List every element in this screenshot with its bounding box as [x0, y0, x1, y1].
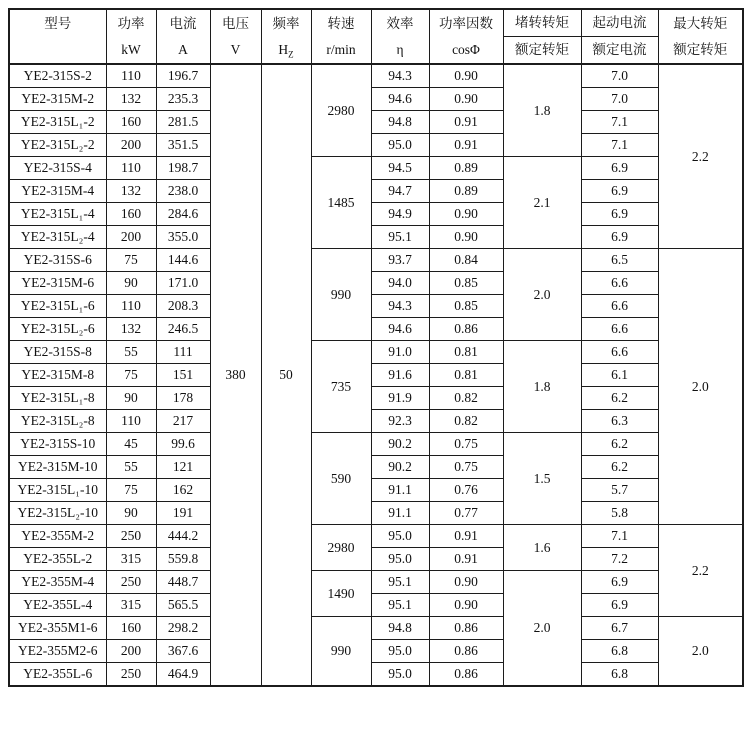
- cell-start-current-ratio: 6.1: [581, 364, 658, 387]
- cell-start-current-ratio: 6.9: [581, 180, 658, 203]
- cell-power-factor: 0.85: [429, 295, 503, 318]
- cell-power-factor: 0.75: [429, 433, 503, 456]
- cell-efficiency: 94.5: [371, 157, 429, 180]
- column-header-voltage-v: [210, 9, 261, 64]
- cell-current-a: 355.0: [156, 226, 210, 249]
- table-row: [9, 364, 743, 387]
- cell-efficiency: 94.8: [371, 111, 429, 134]
- column-header-frequency-hz: [261, 9, 311, 64]
- cell-current-a: 191: [156, 502, 210, 525]
- cell-model: YE2-355M-2: [9, 525, 106, 548]
- cell-power-factor: 0.86: [429, 617, 503, 640]
- table-row: [9, 341, 743, 364]
- cell-speed-rpm: 1485: [311, 157, 371, 249]
- cell-current-a: 281.5: [156, 111, 210, 134]
- cell-speed-rpm: 2980: [311, 64, 371, 157]
- cell-model: YE2-315M-4: [9, 180, 106, 203]
- header-line1: 电流: [169, 15, 197, 31]
- header-line1: 电压: [222, 15, 249, 31]
- column-header-power-factor: [429, 9, 503, 64]
- cell-start-current-ratio: 6.9: [581, 203, 658, 226]
- cell-power-factor: 0.91: [429, 134, 503, 157]
- cell-start-current-ratio: 6.2: [581, 433, 658, 456]
- cell-power-factor: 0.91: [429, 548, 503, 571]
- cell-current-a: 444.2: [156, 525, 210, 548]
- cell-model: YE2-315L₁-6: [9, 295, 106, 318]
- cell-model: YE2-315L₂-8: [9, 410, 106, 433]
- cell-efficiency: 92.3: [371, 410, 429, 433]
- cell-model: YE2-355L-4: [9, 594, 106, 617]
- cell-model: YE2-315L₂-6: [9, 318, 106, 341]
- cell-start-current-ratio: 7.1: [581, 525, 658, 548]
- cell-power-kw: 55: [106, 341, 156, 364]
- cell-voltage-v: 380: [210, 64, 261, 686]
- cell-start-current-ratio: 7.0: [581, 88, 658, 111]
- cell-current-a: 144.6: [156, 249, 210, 272]
- cell-current-a: 559.8: [156, 548, 210, 571]
- cell-model: YE2-315L₁-2: [9, 111, 106, 134]
- cell-power-kw: 90: [106, 272, 156, 295]
- table-row: [9, 387, 743, 410]
- table-row: [9, 134, 743, 157]
- cell-power-kw: 250: [106, 571, 156, 594]
- cell-locked-torque-ratio: 2.1: [503, 157, 581, 249]
- table-row: [9, 433, 743, 456]
- cell-efficiency: 95.0: [371, 663, 429, 687]
- cell-power-factor: 0.85: [429, 272, 503, 295]
- table-row: [9, 571, 743, 594]
- cell-efficiency: 95.1: [371, 571, 429, 594]
- cell-model: YE2-315S-10: [9, 433, 106, 456]
- cell-power-kw: 160: [106, 111, 156, 134]
- cell-efficiency: 94.7: [371, 180, 429, 203]
- cell-efficiency: 94.8: [371, 617, 429, 640]
- cell-efficiency: 91.6: [371, 364, 429, 387]
- cell-model: YE2-315L₂-4: [9, 226, 106, 249]
- cell-efficiency: 93.7: [371, 249, 429, 272]
- cell-efficiency: 94.3: [371, 64, 429, 88]
- cell-current-a: 565.5: [156, 594, 210, 617]
- cell-start-current-ratio: 6.3: [581, 410, 658, 433]
- cell-power-kw: 132: [106, 88, 156, 111]
- cell-speed-rpm: 2980: [311, 525, 371, 571]
- cell-start-current-ratio: 6.2: [581, 456, 658, 479]
- header-line1: 转速: [327, 15, 355, 31]
- table-row: [9, 111, 743, 134]
- cell-efficiency: 94.0: [371, 272, 429, 295]
- cell-power-kw: 75: [106, 479, 156, 502]
- cell-current-a: 99.6: [156, 433, 210, 456]
- cell-power-kw: 200: [106, 134, 156, 157]
- cell-current-a: 284.6: [156, 203, 210, 226]
- table-row: [9, 617, 743, 640]
- cell-power-factor: 0.90: [429, 64, 503, 88]
- cell-efficiency: 95.0: [371, 640, 429, 663]
- cell-efficiency: 90.2: [371, 433, 429, 456]
- header-line2: [10, 37, 106, 63]
- cell-power-kw: 132: [106, 318, 156, 341]
- table-row: [9, 180, 743, 203]
- cell-power-kw: 132: [106, 180, 156, 203]
- cell-start-current-ratio: 6.6: [581, 295, 658, 318]
- table-row: [9, 456, 743, 479]
- cell-model: YE2-315M-2: [9, 88, 106, 111]
- cell-power-kw: 110: [106, 157, 156, 180]
- cell-power-factor: 0.86: [429, 663, 503, 687]
- cell-power-factor: 0.91: [429, 525, 503, 548]
- cell-efficiency: 95.0: [371, 548, 429, 571]
- cell-current-a: 162: [156, 479, 210, 502]
- header-line2: η: [396, 41, 404, 57]
- cell-power-factor: 0.84: [429, 249, 503, 272]
- cell-start-current-ratio: 6.9: [581, 157, 658, 180]
- cell-power-factor: 0.90: [429, 203, 503, 226]
- cell-max-torque-ratio: 2.0: [658, 249, 743, 525]
- table-row: [9, 88, 743, 111]
- cell-max-torque-ratio: 2.2: [658, 525, 743, 617]
- motor-spec-table: [8, 8, 744, 687]
- cell-start-current-ratio: 6.6: [581, 272, 658, 295]
- table-row: [9, 249, 743, 272]
- cell-start-current-ratio: 6.8: [581, 663, 658, 687]
- cell-max-torque-ratio: 2.2: [658, 64, 743, 249]
- header-line2: r/min: [326, 41, 356, 57]
- cell-power-kw: 110: [106, 295, 156, 318]
- header-line2: kW: [121, 41, 141, 57]
- cell-power-factor: 0.77: [429, 502, 503, 525]
- header-line2: 额定转矩: [515, 42, 569, 57]
- cell-power-factor: 0.90: [429, 571, 503, 594]
- header-line1: 起动电流: [582, 10, 658, 37]
- cell-power-kw: 55: [106, 456, 156, 479]
- cell-model: YE2-315L₁-4: [9, 203, 106, 226]
- header-line1: 型号: [44, 15, 72, 31]
- cell-efficiency: 91.1: [371, 479, 429, 502]
- cell-efficiency: 90.2: [371, 456, 429, 479]
- header-line1: 堵转转矩: [504, 10, 581, 37]
- column-header-efficiency: [371, 9, 429, 64]
- cell-current-a: 298.2: [156, 617, 210, 640]
- header-row: [9, 9, 743, 64]
- column-header-model: [9, 9, 106, 64]
- table-row: [9, 525, 743, 548]
- cell-power-kw: 110: [106, 410, 156, 433]
- cell-current-a: 198.7: [156, 157, 210, 180]
- header-line1: 功率因数: [439, 15, 493, 31]
- cell-power-kw: 250: [106, 525, 156, 548]
- cell-start-current-ratio: 6.6: [581, 318, 658, 341]
- cell-power-factor: 0.82: [429, 387, 503, 410]
- cell-efficiency: 91.0: [371, 341, 429, 364]
- cell-current-a: 464.9: [156, 663, 210, 687]
- cell-power-kw: 160: [106, 617, 156, 640]
- cell-current-a: 178: [156, 387, 210, 410]
- cell-model: YE2-315L₂-2: [9, 134, 106, 157]
- cell-speed-rpm: 735: [311, 341, 371, 433]
- cell-start-current-ratio: 6.9: [581, 226, 658, 249]
- cell-frequency-hz: 50: [261, 64, 311, 686]
- cell-model: YE2-315S-2: [9, 64, 106, 88]
- cell-power-factor: 0.90: [429, 594, 503, 617]
- cell-model: YE2-315M-8: [9, 364, 106, 387]
- cell-efficiency: 94.6: [371, 88, 429, 111]
- cell-power-kw: 75: [106, 364, 156, 387]
- cell-model: YE2-315M-10: [9, 456, 106, 479]
- cell-start-current-ratio: 6.5: [581, 249, 658, 272]
- column-header-max-torque-ratio: [658, 9, 743, 64]
- cell-start-current-ratio: 7.1: [581, 111, 658, 134]
- cell-locked-torque-ratio: 2.0: [503, 571, 581, 687]
- cell-model: YE2-355M2-6: [9, 640, 106, 663]
- cell-start-current-ratio: 7.1: [581, 134, 658, 157]
- header-line1: 功率: [117, 15, 145, 31]
- cell-speed-rpm: 990: [311, 617, 371, 687]
- table-row: [9, 64, 743, 88]
- cell-efficiency: 94.3: [371, 295, 429, 318]
- cell-speed-rpm: 1490: [311, 571, 371, 617]
- cell-current-a: 367.6: [156, 640, 210, 663]
- header-line1: 最大转矩: [673, 15, 728, 31]
- table-row: [9, 663, 743, 687]
- header-line1: 频率: [272, 15, 300, 31]
- table-row: [9, 203, 743, 226]
- cell-current-a: 111: [156, 341, 210, 364]
- cell-power-kw: 250: [106, 663, 156, 687]
- cell-start-current-ratio: 7.2: [581, 548, 658, 571]
- cell-locked-torque-ratio: 1.5: [503, 433, 581, 525]
- column-header-speed-rpm: [311, 9, 371, 64]
- cell-locked-torque-ratio: 2.0: [503, 249, 581, 341]
- cell-efficiency: 94.9: [371, 203, 429, 226]
- cell-start-current-ratio: 6.7: [581, 617, 658, 640]
- cell-model: YE2-355M1-6: [9, 617, 106, 640]
- table-row: [9, 157, 743, 180]
- table-row: [9, 272, 743, 295]
- cell-power-kw: 200: [106, 226, 156, 249]
- cell-locked-torque-ratio: 1.6: [503, 525, 581, 571]
- table-row: [9, 318, 743, 341]
- cell-model: YE2-355L-2: [9, 548, 106, 571]
- cell-start-current-ratio: 5.7: [581, 479, 658, 502]
- cell-current-a: 208.3: [156, 295, 210, 318]
- table-row: [9, 479, 743, 502]
- cell-start-current-ratio: 6.9: [581, 594, 658, 617]
- cell-power-factor: 0.75: [429, 456, 503, 479]
- cell-power-factor: 0.91: [429, 111, 503, 134]
- cell-start-current-ratio: 6.8: [581, 640, 658, 663]
- cell-efficiency: 91.9: [371, 387, 429, 410]
- cell-start-current-ratio: 7.0: [581, 64, 658, 88]
- cell-power-kw: 160: [106, 203, 156, 226]
- column-header-power-kw: [106, 9, 156, 64]
- cell-power-kw: 110: [106, 64, 156, 88]
- cell-model: YE2-315S-8: [9, 341, 106, 364]
- cell-speed-rpm: 990: [311, 249, 371, 341]
- cell-start-current-ratio: 6.6: [581, 341, 658, 364]
- cell-current-a: 217: [156, 410, 210, 433]
- table-row: [9, 548, 743, 571]
- header-line2: 额定转矩: [673, 41, 728, 57]
- cell-power-factor: 0.86: [429, 640, 503, 663]
- cell-power-factor: 0.89: [429, 180, 503, 203]
- cell-current-a: 196.7: [156, 64, 210, 88]
- table-row: [9, 502, 743, 525]
- cell-current-a: 351.5: [156, 134, 210, 157]
- cell-efficiency: 94.6: [371, 318, 429, 341]
- cell-current-a: 246.5: [156, 318, 210, 341]
- cell-speed-rpm: 590: [311, 433, 371, 525]
- table-row: [9, 410, 743, 433]
- cell-efficiency: 95.1: [371, 594, 429, 617]
- cell-current-a: 151: [156, 364, 210, 387]
- cell-power-kw: 75: [106, 249, 156, 272]
- cell-power-factor: 0.89: [429, 157, 503, 180]
- header-line2: 额定电流: [592, 42, 647, 57]
- header-line2: cosΦ: [452, 41, 480, 57]
- cell-power-kw: 315: [106, 594, 156, 617]
- cell-current-a: 171.0: [156, 272, 210, 295]
- cell-current-a: 238.0: [156, 180, 210, 203]
- cell-power-factor: 0.81: [429, 364, 503, 387]
- cell-power-kw: 200: [106, 640, 156, 663]
- cell-power-factor: 0.90: [429, 226, 503, 249]
- cell-current-a: 235.3: [156, 88, 210, 111]
- cell-current-a: 121: [156, 456, 210, 479]
- cell-power-factor: 0.86: [429, 318, 503, 341]
- table-row: [9, 295, 743, 318]
- cell-current-a: 448.7: [156, 571, 210, 594]
- table-row: [9, 640, 743, 663]
- cell-efficiency: 95.0: [371, 134, 429, 157]
- cell-locked-torque-ratio: 1.8: [503, 64, 581, 157]
- cell-model: YE2-315L₂-10: [9, 502, 106, 525]
- cell-model: YE2-315L₁-8: [9, 387, 106, 410]
- column-header-locked-torque-ratio: [503, 9, 581, 64]
- cell-max-torque-ratio: 2.0: [658, 617, 743, 687]
- cell-power-factor: 0.90: [429, 88, 503, 111]
- cell-model: YE2-355M-4: [9, 571, 106, 594]
- cell-model: YE2-315S-4: [9, 157, 106, 180]
- cell-start-current-ratio: 5.8: [581, 502, 658, 525]
- cell-power-kw: 45: [106, 433, 156, 456]
- cell-model: YE2-315L₁-10: [9, 479, 106, 502]
- cell-power-kw: 315: [106, 548, 156, 571]
- header-line2: V: [230, 41, 241, 57]
- header-line2: $H_Z$: [278, 41, 294, 60]
- cell-efficiency: 95.1: [371, 226, 429, 249]
- cell-efficiency: 95.0: [371, 525, 429, 548]
- cell-power-factor: 0.76: [429, 479, 503, 502]
- cell-efficiency: 91.1: [371, 502, 429, 525]
- cell-model: YE2-315S-6: [9, 249, 106, 272]
- cell-model: YE2-355L-6: [9, 663, 106, 687]
- table-row: [9, 226, 743, 249]
- cell-start-current-ratio: 6.9: [581, 571, 658, 594]
- cell-power-factor: 0.81: [429, 341, 503, 364]
- column-header-start-current-ratio: [581, 9, 658, 64]
- cell-start-current-ratio: 6.2: [581, 387, 658, 410]
- cell-power-factor: 0.82: [429, 410, 503, 433]
- table-header: [9, 9, 743, 64]
- cell-power-kw: 90: [106, 387, 156, 410]
- table-row: [9, 594, 743, 617]
- header-line2: A: [178, 41, 188, 57]
- header-line1: 效率: [386, 15, 414, 31]
- column-header-current-a: [156, 9, 210, 64]
- cell-power-kw: 90: [106, 502, 156, 525]
- cell-locked-torque-ratio: 1.8: [503, 341, 581, 433]
- table-body: [9, 64, 743, 686]
- cell-model: YE2-315M-6: [9, 272, 106, 295]
